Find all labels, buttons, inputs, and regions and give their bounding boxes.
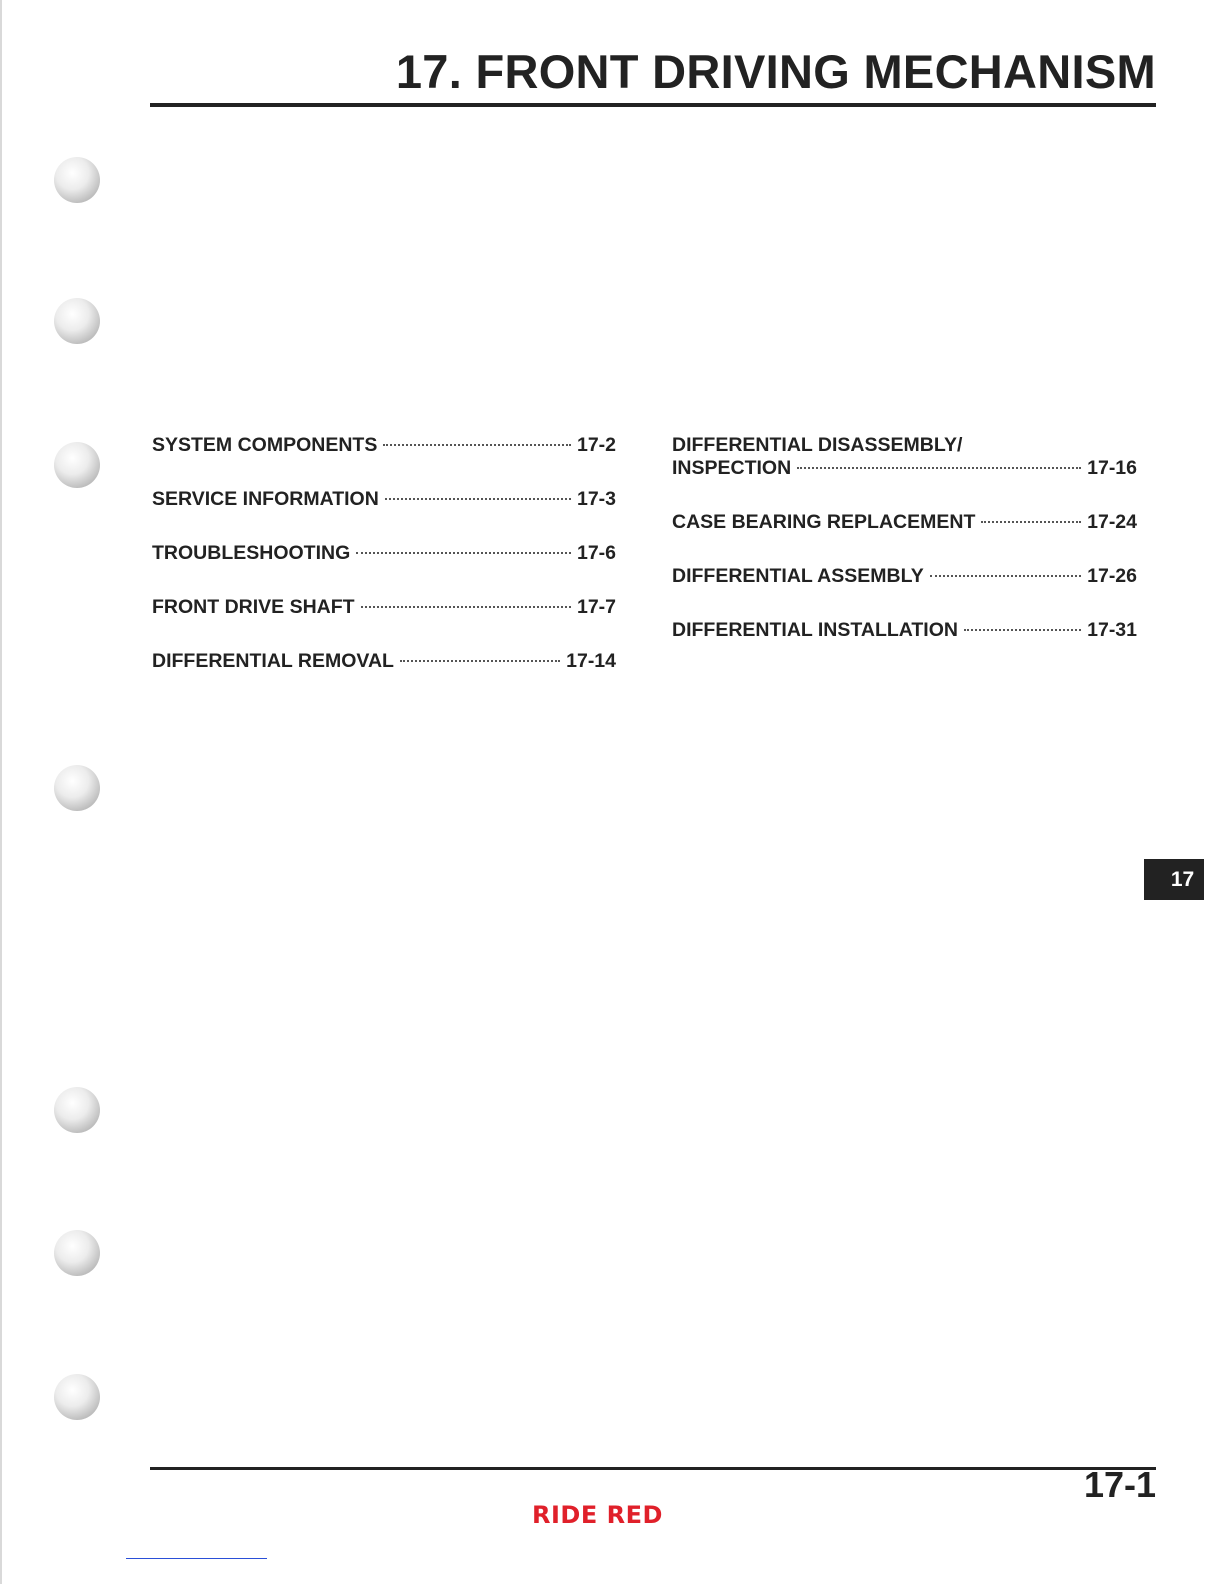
dot-leader (400, 660, 560, 662)
toc-entry-differential-installation[interactable] (672, 619, 1137, 642)
toc-entry-label: SERVICE INFORMATION (152, 488, 379, 510)
toc-entry-page: 17-6 (576, 542, 616, 564)
toc-entry-label-line1: DIFFERENTIAL DISASSEMBLY/ (672, 434, 963, 456)
dot-leader (383, 444, 571, 446)
binder-hole (54, 1087, 100, 1133)
section-tab: 17 (1144, 859, 1204, 900)
toc-entry-page: 17-26 (1087, 565, 1137, 587)
toc-entry-service-information[interactable] (152, 488, 616, 511)
toc-left-column (152, 434, 616, 704)
page-title: 17. FRONT DRIVING MECHANISM (395, 45, 1156, 98)
page-number: 17-1 (1083, 1464, 1156, 1505)
toc-entry-page: 17-3 (576, 488, 616, 510)
link-underline[interactable] (126, 1558, 267, 1559)
toc-entry-page: 17-7 (576, 596, 616, 618)
toc-entry-system-components[interactable] (152, 434, 616, 457)
toc-entry-front-drive-shaft[interactable] (152, 596, 616, 619)
binder-hole (54, 765, 100, 811)
binder-hole (54, 442, 100, 488)
dot-leader (797, 467, 1081, 469)
title-rule (150, 103, 1156, 107)
toc-entry-page: 17-24 (1087, 511, 1137, 533)
dot-leader (385, 498, 571, 500)
toc-entry-page: 17-14 (566, 650, 616, 672)
toc-entry-label: FRONT DRIVE SHAFT (152, 596, 355, 618)
binder-hole (54, 1374, 100, 1420)
dot-leader (361, 606, 571, 608)
toc-entry-label: DIFFERENTIAL ASSEMBLY (672, 565, 924, 587)
page-left-edge (0, 0, 2, 1584)
footer-rule (150, 1467, 1156, 1470)
toc-entry-label: DIFFERENTIAL REMOVAL (152, 650, 394, 672)
dot-leader (964, 629, 1081, 631)
dot-leader (930, 575, 1081, 577)
binder-hole (54, 1230, 100, 1276)
binder-hole (54, 157, 100, 203)
toc-right-column (672, 434, 1137, 673)
toc-entry-case-bearing-replacement[interactable] (672, 511, 1137, 534)
toc-entry-label: TROUBLESHOOTING (152, 542, 351, 564)
toc-entry-label: INSPECTION (672, 457, 792, 479)
toc-entry-troubleshooting[interactable] (152, 542, 616, 565)
toc-entry-label: CASE BEARING REPLACEMENT (672, 511, 976, 533)
toc-entry-label: SYSTEM COMPONENTS (152, 434, 378, 456)
dot-leader (981, 521, 1081, 523)
binder-hole (54, 298, 100, 344)
toc-entry-differential-removal[interactable] (152, 650, 616, 673)
toc-entry-page: 17-31 (1087, 619, 1137, 641)
toc-entry-page: 17-16 (1087, 457, 1137, 479)
toc-entry-differential-assembly[interactable] (672, 565, 1137, 588)
brand-logo: RIDE RED (532, 1501, 663, 1529)
toc-entry-label: DIFFERENTIAL INSTALLATION (672, 619, 958, 641)
dot-leader (356, 552, 571, 554)
toc-entry-page: 17-2 (576, 434, 616, 456)
toc-entry-differential-disassembly-inspection[interactable] (672, 434, 1137, 480)
